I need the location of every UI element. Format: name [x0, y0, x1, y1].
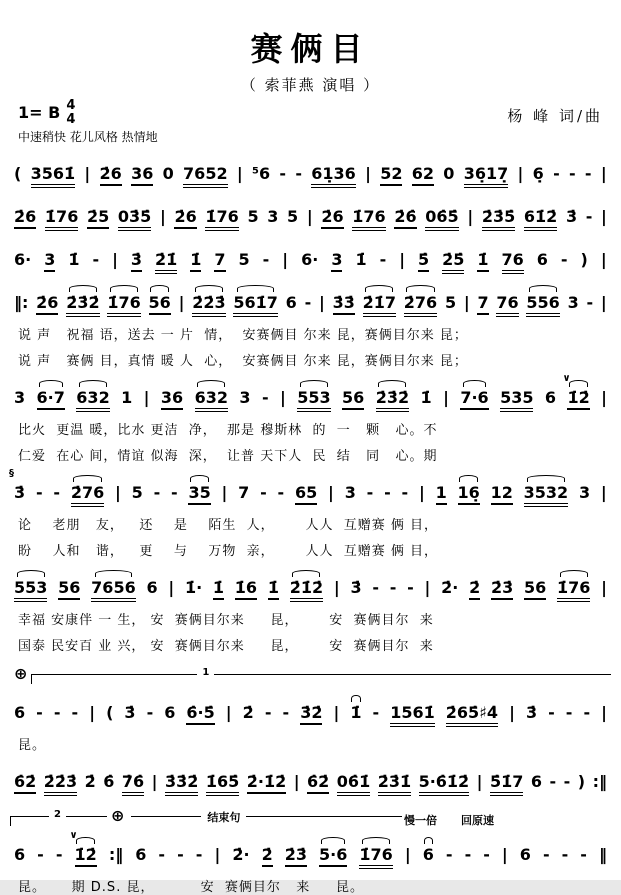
note-token: 5·6̇1̇2̇ [419, 772, 470, 796]
note-token: 1̇ [213, 578, 224, 600]
note-token: 6· [14, 250, 32, 269]
note-token: - [549, 772, 557, 791]
note-token: 7652 [183, 164, 228, 188]
note-token: 6·7 [37, 388, 65, 410]
annotation-label [402, 809, 447, 828]
note-token: 6̇·5̇ [186, 703, 214, 725]
note-token: - [585, 207, 593, 226]
note-token: 1561̇ [390, 703, 435, 727]
note-token: 553 [14, 578, 47, 602]
note-token: | [279, 388, 286, 407]
note-token: 6 [285, 293, 297, 312]
note-token: | [424, 578, 431, 597]
note-token: 6̇2̇ [14, 772, 36, 794]
note-token: 56 [149, 293, 171, 315]
note-token: 6 [14, 845, 26, 864]
note-token: | [214, 845, 221, 864]
note-token: 3 [267, 207, 279, 226]
note-token: 7·6 [460, 388, 488, 410]
note-token: - [561, 845, 569, 864]
note-token: 1̇76 [205, 207, 238, 231]
annotation-text: 1 [197, 667, 214, 678]
note-token: | [509, 703, 515, 722]
note-token: 2̇65̇♯4̇ [446, 703, 498, 727]
note-token: 1̇· [184, 578, 203, 597]
note-token: 6 [544, 388, 557, 407]
note-token: 2̇1̇ [155, 250, 177, 274]
note-token: - [586, 293, 594, 312]
note-token: 35 [188, 483, 210, 505]
note-token: 1̇76 [359, 845, 392, 869]
note-token: - [445, 845, 453, 864]
note-token: 2̇ [242, 703, 254, 722]
note-token: 6 [135, 845, 147, 864]
note-token: 6 [146, 578, 158, 597]
notation-line [10, 388, 611, 412]
note-token: 3 [578, 483, 591, 502]
lyric-line: 昆。 期 D.S. 昆， 安 赛俩目尔 来 昆。 [18, 880, 364, 895]
note-token: 06̇1̇ [337, 772, 370, 796]
meter-denominator: 4 [66, 112, 76, 127]
note-token: - [583, 703, 591, 722]
note-token: 2̇6 [14, 207, 36, 229]
note-token: 1̇ [68, 250, 80, 269]
note-token: 36̣17̣ [464, 164, 509, 188]
note-token: 2̇6 [100, 164, 122, 186]
lyric-line: 昆。 [18, 738, 47, 753]
note-token: 1̇76 [45, 207, 78, 231]
note-token: 535 [500, 388, 533, 412]
tempo-marking: 中速稍快 花儿风格 热情地 [18, 130, 158, 144]
note-token: 6 [536, 250, 548, 269]
note-token: - [384, 483, 391, 502]
annotation-row [10, 664, 611, 684]
annotation-row [10, 806, 611, 827]
annotation-label [107, 806, 128, 825]
annotation-label [10, 809, 107, 826]
note-token: 1̇76 [557, 578, 590, 602]
note-token: | [600, 164, 607, 183]
note-token: | [282, 250, 289, 269]
note-token: 3 [44, 250, 55, 272]
note-token: ( [106, 703, 114, 722]
note-token: 1̇ [477, 250, 488, 272]
note-token: - [262, 250, 270, 269]
note-token: | [143, 388, 150, 407]
note-token: - [464, 845, 472, 864]
note-token: 556 [526, 293, 559, 317]
notation-line [10, 250, 611, 274]
note-token: 2̇6 [36, 293, 58, 315]
notation-line [10, 578, 611, 602]
note-token: 2̇·1̇2̇ [247, 772, 286, 794]
note-token: 7̇6̇ [122, 772, 144, 796]
notation-line [10, 772, 611, 796]
meter-numerator: 4 [66, 98, 76, 113]
note-token: 2̇ [262, 845, 273, 867]
note-token: 61̣36 [311, 164, 356, 188]
note-token: 1̇ [190, 250, 201, 272]
lyric-line: 盼 人和 谐， 更 与 万物 亲， 人人 互赠赛 俩 目， [18, 544, 438, 559]
note-token: - [580, 845, 587, 864]
note-token: | [225, 703, 232, 722]
note-token: | [517, 164, 524, 183]
note-token: 7 [238, 483, 250, 502]
note-token: ( [14, 164, 22, 183]
note-token: 6 [530, 772, 543, 791]
note-token: 2̇3̇ [491, 578, 513, 600]
note-token: 2̇ [469, 578, 480, 600]
note-token: | [600, 483, 607, 502]
note-token: 2̇̇2̇̇3̇̇ [44, 772, 77, 796]
note-token: 6 [519, 845, 531, 864]
note-token: 2̇1̇7 [363, 293, 396, 317]
note-token: 553 [297, 388, 330, 412]
note-token: - [584, 164, 592, 183]
note-token: 3 [344, 483, 356, 502]
note-token: 3532 [524, 483, 569, 507]
note-token: 3̇ [131, 250, 142, 272]
note-token: 1̇2̇ ∨ [75, 845, 97, 867]
note-token: 632 [195, 388, 228, 412]
note-token: 3 [331, 250, 342, 272]
notation-line [10, 703, 611, 727]
note-token: | [443, 388, 449, 407]
note-token: 2̇6 [174, 207, 196, 229]
note-token: 3 [567, 293, 579, 312]
lyric-line: 幸福 安康伴 一 生， 安 赛俩目尔来 昆， 安 赛俩目尔 来 [18, 613, 434, 628]
note-token: - [553, 164, 560, 183]
note-token: 5 [238, 250, 250, 269]
note-token: 3561̇ [31, 164, 76, 188]
note-token: 2̇· [441, 578, 459, 597]
note-token: 2̇3̇1̇ [378, 772, 411, 796]
note-token: | [404, 845, 411, 864]
note-token: 5̇ [418, 250, 429, 272]
note-token: | [221, 483, 228, 502]
note-token: 3̇3̇ [333, 293, 355, 315]
note-token: 2̇3̇ [285, 845, 307, 867]
note-token: - [542, 845, 550, 864]
note-token: | [306, 207, 313, 226]
note-token: 1̇76 [352, 207, 385, 231]
note-token: | [463, 293, 470, 312]
page-title: 赛俩目 [250, 30, 371, 68]
note-token: - [407, 578, 414, 597]
note-token: - [295, 164, 302, 183]
note-token: 61̇2̇ [524, 207, 557, 231]
note-token: - [366, 483, 374, 502]
note-token: | [600, 293, 607, 312]
note-token: 2̇· [232, 845, 250, 864]
note-token: 2̇2̇3̇ [192, 293, 225, 317]
note-token: | [115, 483, 121, 502]
music-systems [10, 164, 611, 895]
note-token: ‖: [14, 293, 29, 312]
annotation-text: ⊕ [14, 664, 28, 683]
note-token: - [304, 293, 312, 312]
note-token: 6̣ [532, 164, 544, 183]
note-token: - [279, 164, 287, 183]
note-token: - [379, 250, 387, 269]
note-token: 3 [239, 388, 251, 407]
meta-row [10, 99, 611, 126]
note-token: | [168, 578, 175, 597]
note-token: | [501, 845, 508, 864]
note-token: - [35, 483, 43, 502]
note-token: - [36, 703, 43, 722]
note-token: 1̇ [355, 250, 367, 269]
note-token: 2̇3̇2̇ [376, 388, 409, 412]
note-token: 2̇6 [321, 207, 343, 229]
note-token: | [318, 293, 325, 312]
note-token: 2̇5 [87, 207, 109, 229]
note-token: 6 [14, 703, 26, 722]
note-token: 5·6 [319, 845, 347, 867]
note-token: 5 [131, 483, 143, 502]
lyric-line: 比火 更温 暖，比水 更洁 净， 那是 穆斯林 的 一 颗 心。不 [18, 423, 438, 438]
note-token: 52 [380, 164, 402, 186]
note-token: | [236, 164, 243, 183]
note-token: ) [577, 772, 586, 791]
note-token: | [601, 703, 607, 722]
notation-line [10, 207, 611, 231]
note-token: ⁵6 [251, 164, 271, 183]
note-token: 3̇3̇2̇ [165, 772, 198, 796]
time-signature [66, 99, 75, 126]
note-token: - [277, 483, 285, 502]
note-token: | [601, 388, 607, 407]
note-token: 561̇7 [233, 293, 278, 317]
note-token: 7 [477, 293, 488, 315]
note-token: | [399, 250, 406, 269]
note-token: - [146, 703, 154, 722]
note-token: | [418, 483, 425, 502]
note-token: 65 [295, 483, 317, 505]
annotation-text: 结束句 [201, 809, 246, 825]
note-token: 0 [162, 164, 174, 183]
note-token: - [158, 845, 166, 864]
notation-line [10, 293, 611, 317]
note-token: 6· [301, 250, 319, 269]
annotation-text: ⊕ [111, 806, 125, 825]
note-token: - [53, 703, 61, 722]
annotation-label [31, 667, 611, 684]
note-token: ) [580, 250, 588, 269]
note-token: 6 [164, 703, 176, 722]
note-token: 62 [412, 164, 434, 186]
note-token: | [84, 164, 91, 183]
note-token: 5 [287, 207, 299, 226]
note-token: 2̇1̇2̇ [290, 578, 323, 602]
lyric-line: 仁爱 在心 间，情谊 似海 深， 让普 天下人 民 结 同 心。期 [18, 449, 438, 464]
note-token: | [601, 578, 607, 597]
note-token: | [293, 772, 300, 791]
lyric-line: 说 声 赛俩 目，真情 暖 人 心， 安赛俩目 尔来 昆，赛俩目尔来 昆； [18, 354, 468, 369]
note-token: 5̇1̇7 [490, 772, 523, 796]
note-token: | [151, 772, 158, 791]
note-token: | [89, 703, 96, 722]
note-token: 1̇ [350, 703, 362, 722]
note-token: | [600, 250, 607, 269]
note-token: 1̇ [420, 388, 432, 407]
note-token: 632 [76, 388, 109, 412]
note-token: | [178, 293, 185, 312]
note-token: - [563, 772, 571, 791]
note-token: - [565, 703, 573, 722]
note-token: 56 [342, 388, 364, 410]
note-token: - [260, 483, 267, 502]
note-token: | [333, 578, 340, 597]
note-token: - [401, 483, 409, 502]
note-token: 2̇76 [71, 483, 104, 507]
note-token: 36 [161, 388, 183, 410]
lyric-line: 国泰 民安百 业 兴， 安 赛俩目尔来 昆， 安 赛俩目尔 来 [18, 639, 434, 654]
note-token: 7656 [91, 578, 136, 602]
note-token: 2̇5̇ [442, 250, 464, 274]
note-token: 3̇ [525, 703, 538, 722]
notation-line [10, 845, 611, 869]
note-token: 12 [491, 483, 513, 505]
note-token: 2̇3̇5̇ [482, 207, 515, 231]
note-token: | [467, 207, 474, 226]
note-token: - [264, 703, 272, 722]
lyric-line: 论 老朋 友， 还 是 陌生 人， 人人 互赠赛 俩 目， [18, 518, 438, 533]
note-token: 3̇ [350, 578, 362, 597]
note-token: 1̇65̇ [206, 772, 239, 796]
note-token: - [92, 250, 100, 269]
note-token: - [55, 845, 63, 864]
annotation-text: 2 [49, 809, 66, 820]
note-token: 6 [422, 845, 434, 864]
note-token: - [389, 578, 397, 597]
note-token: - [483, 845, 490, 864]
note-token: - [372, 703, 380, 722]
note-token: 1̇2̇ ∨ [567, 388, 589, 410]
note-token: - [177, 845, 184, 864]
note-token: 56 [524, 578, 546, 600]
note-token: :‖ [108, 845, 124, 864]
note-token: - [261, 388, 269, 407]
note-token: | [159, 207, 166, 226]
note-token: 7 [214, 250, 225, 272]
note-token: 1 [436, 483, 447, 505]
note-token: - [71, 703, 79, 722]
note-token: 3̇ [124, 703, 136, 722]
note-token: - [37, 845, 44, 864]
note-token: | [476, 772, 483, 791]
note-token: 2̇6̇ [394, 207, 416, 229]
notation-line [10, 483, 611, 507]
note-token: - [53, 483, 61, 502]
note-token: 1̇76 [107, 293, 140, 317]
annotation-label [10, 664, 31, 683]
note-token: - [568, 164, 576, 183]
note-token: 0 [443, 164, 455, 183]
note-token: 1̇ [268, 578, 279, 600]
note-token: 16̣ [458, 483, 480, 505]
note-token: - [171, 483, 178, 502]
note-token: 2̇3̇2̇ [66, 293, 99, 317]
note-token: 06̇5̇ [425, 207, 458, 231]
note-token: 3̇ § [14, 483, 25, 503]
note-token: - [282, 703, 290, 722]
note-token: 76 [496, 293, 518, 317]
annotation-text: 回原速 [461, 814, 494, 827]
note-token: 3̇ [565, 207, 578, 226]
note-token: - [195, 845, 203, 864]
note-token: 76 [502, 250, 524, 274]
note-token: 6̇ [103, 772, 115, 791]
lyric-line: 说 声 祝福 语，送去 一 片 情， 安赛俩目 尔来 昆，赛俩目尔来 昆； [18, 328, 468, 343]
note-token: | [112, 250, 118, 269]
note-token: 56 [58, 578, 80, 600]
note-token: | [328, 483, 334, 502]
annotation-text: 慢一倍 [404, 814, 437, 827]
composer-credit: 杨 峰 词/曲 [507, 107, 603, 125]
note-token: | [601, 207, 607, 226]
annotation-label [447, 809, 611, 828]
note-token: 3 [14, 388, 26, 407]
note-token: 36 [131, 164, 153, 186]
performer-subtitle: （ 索菲燕 演唱 ） [240, 76, 381, 94]
note-token: | [365, 164, 371, 183]
note-token: 5 [247, 207, 259, 226]
note-token: | [333, 703, 340, 722]
note-token: - [153, 483, 161, 502]
note-token: 6̇2̇ [307, 772, 329, 794]
note-token: 5 [444, 293, 457, 312]
note-token: :‖ [592, 772, 607, 791]
note-token: - [548, 703, 555, 722]
note-token: ‖ [598, 845, 607, 864]
note-token: 1̇6 [235, 578, 257, 600]
key-label: 1= B [18, 103, 61, 122]
note-token: 3̇2̇ [300, 703, 322, 725]
notation-line [10, 164, 611, 188]
note-token: - [560, 250, 568, 269]
note-token: - [372, 578, 379, 597]
note-token: 1 [121, 388, 133, 407]
key-signature [18, 99, 75, 126]
note-token: 2̇76 [404, 293, 437, 317]
note-token: 03̇5̇ [118, 207, 151, 231]
annotation-label [131, 811, 402, 826]
note-token: 2̇̇ [84, 772, 96, 791]
